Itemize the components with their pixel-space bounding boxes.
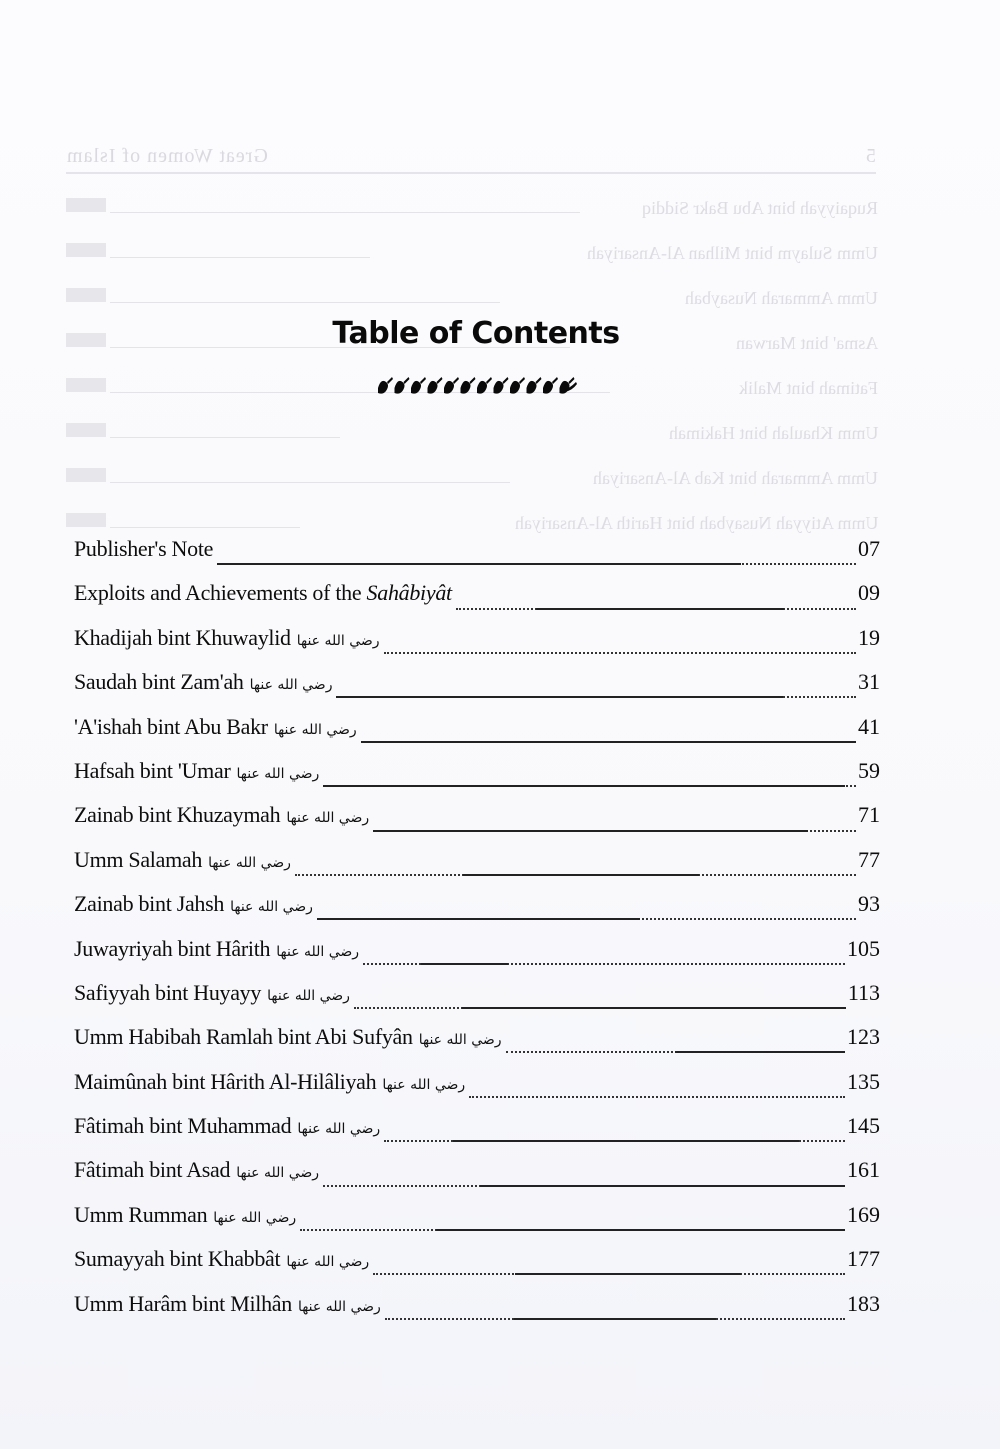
honorific-arabic: رضي الله عنها [276,943,360,960]
toc-page-number: 09 [858,580,880,606]
honorific-arabic: رضي الله عنها [208,854,291,871]
toc-entry-title [74,1018,413,1056]
toc-leader [456,593,856,613]
leader-rule [515,1273,741,1275]
toc-entry[interactable] [74,1063,880,1107]
bleed-through-text: Umm Atiyyah Nusaybah bint Harith Al-Ansariyah [514,513,878,533]
bleed-through-text: Fatimah bint Malik [739,378,878,398]
toc-entry-title-text: Umm Rumman [74,1201,208,1227]
toc-entry-title [74,1285,292,1323]
toc-entry-title [74,1107,291,1145]
toc-page-number: 93 [858,891,880,917]
bleed-through-rule [110,437,340,438]
toc-entry-title [74,574,452,612]
toc-entry-title-text: Publisher's Note [74,536,214,561]
bleed-through-page-ref [66,468,106,482]
toc-page-number: 105 [847,935,880,961]
bleed-through-page-ref [66,243,106,257]
toc-entry-title [74,530,213,568]
toc-page-number: 135 [847,1068,880,1094]
toc-entry[interactable] [74,1018,880,1062]
toc-page-number: 113 [847,979,880,1005]
honorific-arabic: رضي الله عنها [382,1076,466,1093]
toc-entry[interactable] [74,796,880,840]
toc-leader [384,1125,845,1145]
toc-entry-title-text: Umm Salamah [74,846,203,872]
toc-entry[interactable] [74,974,880,1018]
bleed-through-line [66,460,878,505]
toc-page-number: 59 [858,757,880,783]
leader-rule [514,1318,717,1320]
page-title: Table of Contents [332,316,620,351]
toc-leader [323,770,856,790]
bleed-through-line [66,235,878,280]
leader-rule [317,918,640,920]
toc-leader [373,815,856,835]
leader-rule [336,696,783,698]
toc-entry-title [74,1196,207,1234]
bleed-through-rule [110,482,510,483]
toc-entry-title-text: Fâtimah bint Muhammad [74,1113,292,1139]
leader-rule [463,874,699,876]
toc-entry[interactable] [74,619,880,663]
bleed-through-text: Umm Sulaym bint Milhan Al-Ansariyah [587,243,878,263]
bleed-through-page-ref [66,198,106,212]
honorific-arabic: رضي الله عنها [296,632,380,649]
toc-leader [354,992,846,1012]
toc-entry[interactable] [74,663,880,707]
toc-leader [300,1214,845,1234]
bleed-through-page-ref [66,288,106,302]
toc-entry-title-text: Saudah bint Zam'ah [74,669,244,695]
toc-entry-title-text: 'A'ishah bint Abu Bakr [74,713,268,739]
toc-entry-title-text: Exploits and Achievements of the [74,580,367,606]
bleed-through-text: Umm Ammarah Nusaybah [685,288,878,308]
honorific-arabic: رضي الله عنها [418,1032,502,1049]
bleed-through-page-ref [66,378,106,392]
toc-leader [295,859,856,879]
toc-entry-title [74,1151,230,1189]
toc-entry-title [74,885,224,923]
toc-entry-title-text: Zainab bint Khuzaymah [74,802,281,828]
toc-entry-title-text: Sumayyah bint Khabbât [74,1246,281,1272]
bleed-through-rule [110,257,370,258]
leader-rule [536,608,784,610]
toc-leader [506,1036,845,1056]
leader-rule [675,1051,845,1053]
toc-entry-title [74,841,202,879]
bleed-through-text: Asma' bint Marwan [735,333,878,353]
toc-leader [373,1258,845,1278]
honorific-arabic: رضي الله عنها [267,987,350,1004]
bleed-through-lines [66,190,878,550]
toc-leader [323,1170,845,1190]
toc-page-number: 07 [858,536,880,561]
toc-page-number: 145 [847,1113,880,1139]
toc-leader [317,903,856,923]
toc-entry-title [74,663,244,701]
toc-entry-title [74,619,291,657]
toc-entry-title [74,796,280,834]
leader-rule [480,1185,845,1187]
bleed-through-line [66,415,878,460]
toc-entry[interactable] [74,930,880,974]
toc-page-number: 77 [858,846,880,872]
bleed-through-text: Ruqaiyyah bint Abu Bakr Siddiq [642,198,878,218]
toc-entry-title-text: Khadijah bint Khuwaylid [74,624,291,650]
bleed-through-rule [110,527,300,528]
toc-entry-title [74,930,270,968]
bleed-through-rule [110,302,500,303]
toc-entry-title-text: Umm Harâm bint Milhân [74,1290,292,1316]
toc-page-number: 161 [847,1157,880,1183]
honorific-arabic: رضي الله عنها [213,1209,297,1226]
leader-dots [384,652,856,654]
honorific-arabic: رضي الله عنها [236,765,320,782]
toc-leader [363,948,845,968]
honorific-arabic: رضي الله عنها [236,1165,320,1182]
toc-page-number: 71 [858,802,880,828]
honorific-arabic: رضي الله عنها [297,1298,381,1315]
leader-rule [373,830,808,832]
toc-entry[interactable] [74,1107,880,1151]
bleed-through-title: Great Women of Islam [66,144,268,167]
toc-entry[interactable] [74,885,880,929]
toc-page-number: 31 [858,669,880,695]
toc-page-number: 177 [847,1246,880,1272]
toc-leader [336,681,856,701]
bleed-through-rule [110,212,580,213]
toc-page-number: 183 [847,1290,880,1316]
honorific-arabic: رضي الله عنها [297,1121,381,1138]
toc-entry-title-text: Fâtimah bint Asad [74,1157,231,1183]
toc-entry-title-text: Umm Habibah Ramlah bint Abi Sufyân [74,1024,413,1050]
toc-entry-title [74,708,268,746]
toc-page-number: 169 [847,1201,880,1227]
bleed-through-header [66,140,876,174]
toc-entry[interactable] [74,708,880,752]
toc-entry[interactable] [74,752,880,796]
toc-leader [469,1081,845,1101]
toc-entry-title [74,752,230,790]
toc-entry-title-text: Hafsah bint 'Umar [74,757,231,783]
ornament-divider-icon [374,374,578,396]
toc-entry-title-text: Zainab bint Jahsh [74,891,225,917]
toc-entry-title [74,974,261,1012]
bleed-through-page-number: 5 [866,144,876,167]
honorific-arabic: رضي الله عنها [286,810,370,827]
table-of-contents [74,530,880,1329]
honorific-arabic: رضي الله عنها [273,721,357,738]
toc-entry[interactable] [74,1196,880,1240]
bleed-through-text: Umm Khaulah bint Hakimah [668,423,878,443]
bleed-through-text: Umm Ammarah bint Kab Al-Ansariyah [593,468,878,488]
toc-leader [385,1303,845,1323]
honorific-arabic: رضي الله عنها [230,899,313,916]
toc-entry[interactable] [74,841,880,885]
toc-entry-title-text: Maimûnah bint Hârith Al-Hilâliyah [74,1068,377,1094]
toc-leader [217,548,856,568]
toc-page-number: 41 [858,713,880,739]
bleed-through-page-ref [66,423,106,437]
toc-page-number: 123 [847,1024,880,1050]
toc-entry-title-text: Safiyyah bint Huyayy [74,979,262,1005]
leader-rule [361,741,856,743]
leader-rule [421,963,508,965]
leader-rule [217,563,741,565]
toc-page-number: 19 [858,624,880,650]
leader-rule [323,785,845,787]
toc-entry[interactable] [74,574,880,618]
honorific-arabic: رضي الله عنها [286,1254,370,1271]
toc-leader [361,726,856,746]
toc-entry[interactable] [74,1285,880,1329]
toc-entry[interactable] [74,1240,880,1284]
toc-entry[interactable] [74,530,880,574]
toc-entry-title [74,1063,376,1101]
leader-rule [462,1007,846,1009]
toc-entry-title-text: Juwayriyah bint Hârith [74,935,271,961]
honorific-arabic: رضي الله عنها [249,677,333,694]
bleed-through-line [66,190,878,235]
leader-rule [436,1229,845,1231]
toc-entry-title [74,1240,280,1278]
toc-leader [384,637,856,657]
leader-dots [469,1096,845,1098]
ornament-divider-icon [374,374,578,396]
leader-rule [453,1140,799,1142]
toc-entry[interactable] [74,1151,880,1195]
bleed-through-page-ref [66,513,106,527]
toc-entry-title-italic: Sahâbiyât [366,580,452,606]
